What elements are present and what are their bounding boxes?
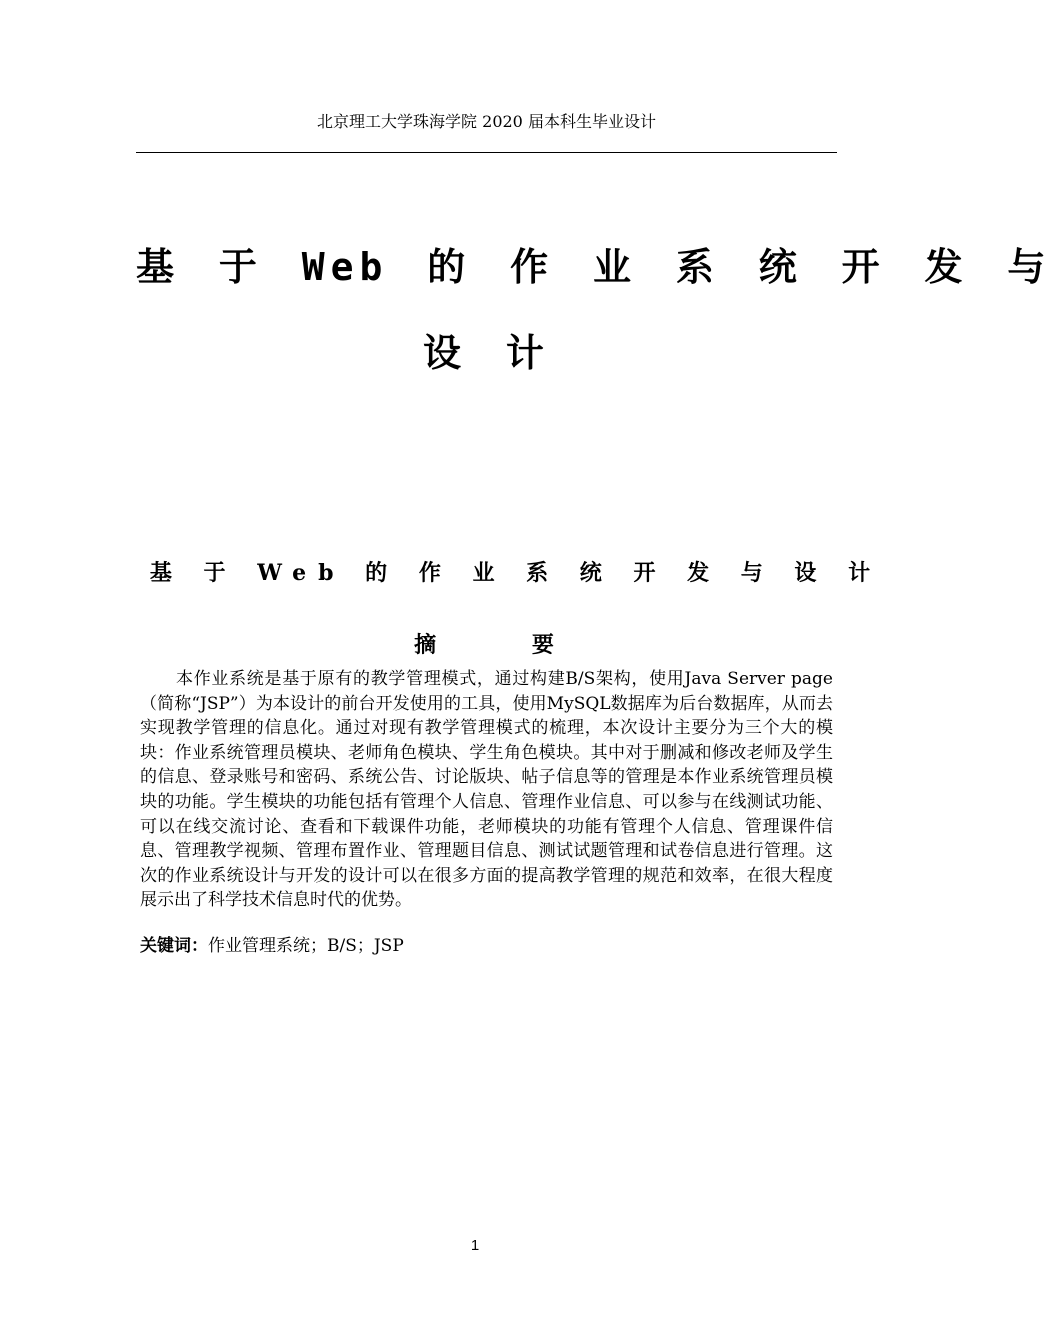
keywords-value: 作业管理系统；B/S；JSP: [208, 936, 404, 956]
abstract-body: 本作业系统是基于原有的教学管理模式，通过构建B/S架构，使用Java Server page（简称“JSP”）为本设计的前台开发使用的工具，使用MySQL数据库为后台数据库，从而去实现教学管理的信息化。通过对现有教学管理模式的梳理，本次设计主要分为三个大的模块：作业系统管理员模块、老师角色模块、学生角色模块。其中对于删减和修改老师及学生的信息、登录账号和密码、系统公告、讨论版块、帖子信息等的管理是本作业系统管理员模块的功能。学生模块的功能包括有管理个人信息、管理作业信息、可以参与在线测试功能、可以在线交流讨论、查看和下载课件功能，老师模块的功能有管理个人信息、管理课件信息、管理教学视频、管理布置作业、管理题目信息、测试试题管理和试卷信息进行管理。这次的作业系统设计与开发的设计可以在很多方面的提高教学管理的规范和效率，在很大程度展示出了科学技术信息时代的优势。: [140, 669, 833, 911]
page-number: 1: [470, 1237, 480, 1254]
page-header: 北京理工大学珠海学院 2020 届本科生毕业设计: [317, 112, 656, 131]
abstract-title: 基 于 Web 的 作 业 系 统 开 发 与 设 计: [149, 560, 883, 586]
keywords-label: 关键词：: [140, 936, 208, 956]
main-title-line-1: 基 于 Web 的 作 业 系 统 开 发 与: [136, 245, 1051, 289]
main-title-line-2: 设 计: [423, 331, 550, 375]
header-divider: [136, 152, 837, 153]
keywords-line: [140, 934, 833, 958]
abstract-heading: 摘 要: [414, 632, 598, 658]
